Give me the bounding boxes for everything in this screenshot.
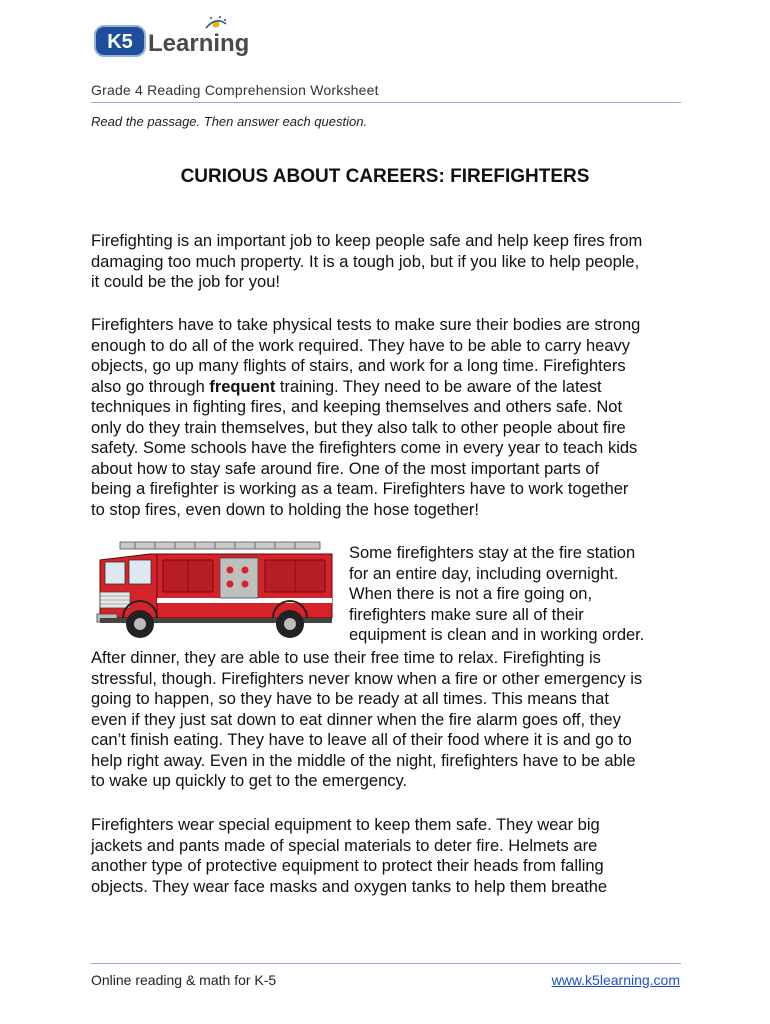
paragraph-line: When there is not a fire going on, bbox=[349, 585, 593, 603]
footer-divider bbox=[91, 963, 681, 964]
instructions: Read the passage. Then answer each question. bbox=[91, 114, 368, 129]
paragraph-line: jackets and pants made of special materials to deter fire. Helmets are bbox=[91, 836, 598, 855]
paragraph-line: it could be the job for you! bbox=[91, 273, 280, 291]
svg-text:K5: K5 bbox=[107, 31, 133, 53]
paragraph-line: help right away. Even in the middle of the night, firefighters have to be able bbox=[91, 751, 636, 770]
text-run: training. They need to be aware of the latest bbox=[275, 377, 602, 396]
paragraph-3-continued bbox=[91, 648, 691, 792]
paragraph-line: can’t finish eating. They have to leave all of their food where it is and go to bbox=[91, 731, 632, 749]
paragraph-line: equipment is clean and in working order. bbox=[349, 626, 645, 644]
paragraph-2 bbox=[91, 315, 691, 520]
paragraph-line: safety. Some schools have the firefighters come in every year to teach kids bbox=[91, 439, 638, 457]
paragraph-line: techniques in fighting fires, and keeping themselves and others safe. Not bbox=[91, 398, 623, 416]
paragraph-line: to wake up quickly to get to the emergency. bbox=[91, 772, 408, 790]
fire-truck-illustration bbox=[95, 540, 340, 640]
paragraph-line bbox=[91, 377, 691, 398]
paragraph-line: Firefighting is an important job to keep people safe and help keep fires from bbox=[91, 232, 643, 250]
paragraph-line: Firefighters have to take physical tests to make sure their bodies are strong bbox=[91, 316, 641, 334]
paragraph-3-wrapped bbox=[349, 543, 689, 646]
svg-text:Learning: Learning bbox=[148, 30, 250, 57]
paragraph-line: being a firefighter is working as a team. Firefighters have to work together bbox=[91, 480, 629, 498]
paragraph-line: stressful, though. Firefighters never know when a fire or other emergency is bbox=[91, 669, 643, 688]
paragraph-line: about how to stay safe around fire. One of the most important parts of bbox=[91, 459, 600, 478]
paragraph-line: After dinner, they are able to use their free time to relax. Firefighting is bbox=[91, 649, 601, 667]
header-divider bbox=[91, 102, 681, 103]
paragraph-line: objects, go up many flights of stairs, and work for a long time. Firefighters bbox=[91, 357, 626, 375]
paragraph-1 bbox=[91, 231, 691, 293]
website-link[interactable]: www.k5learning.com bbox=[551, 972, 680, 988]
vocabulary-word: frequent bbox=[209, 377, 276, 396]
paragraph-4 bbox=[91, 815, 691, 897]
paragraph-line: another type of protective equipment to protect their heads from falling bbox=[91, 857, 604, 875]
k5-learning-logo bbox=[93, 14, 258, 62]
paragraph-line: Some firefighters stay at the fire station bbox=[349, 544, 636, 562]
worksheet-header: Grade 4 Reading Comprehension Worksheet bbox=[91, 82, 379, 98]
paragraph-line: firefighters make sure all of their bbox=[349, 605, 584, 624]
passage-title: CURIOUS ABOUT CAREERS: FIREFIGHTERS bbox=[180, 166, 590, 187]
paragraph-line: going to happen, so they have to be ready at all times. This means that bbox=[91, 690, 609, 708]
paragraph-line: damaging too much property. It is a tough job, but if you like to help people, bbox=[91, 252, 640, 271]
paragraph-line: only do they train themselves, but they also talk to other people about fire bbox=[91, 418, 626, 437]
paragraph-line: for an entire day, including overnight. bbox=[349, 564, 619, 583]
footer-tagline: Online reading & math for K-5 bbox=[91, 972, 277, 988]
paragraph-line: even if they just sat down to eat dinner when the fire alarm goes off, they bbox=[91, 710, 621, 729]
paragraph-line: objects. They wear face masks and oxygen tanks to help them breathe bbox=[91, 877, 608, 896]
paragraph-line: to stop fires, even down to holding the hose together! bbox=[91, 500, 480, 519]
text-run: also go through bbox=[91, 377, 210, 396]
paragraph-line: Firefighters wear special equipment to keep them safe. They wear big bbox=[91, 816, 600, 834]
paragraph-line: enough to do all of the work required. They have to be able to carry heavy bbox=[91, 336, 631, 355]
